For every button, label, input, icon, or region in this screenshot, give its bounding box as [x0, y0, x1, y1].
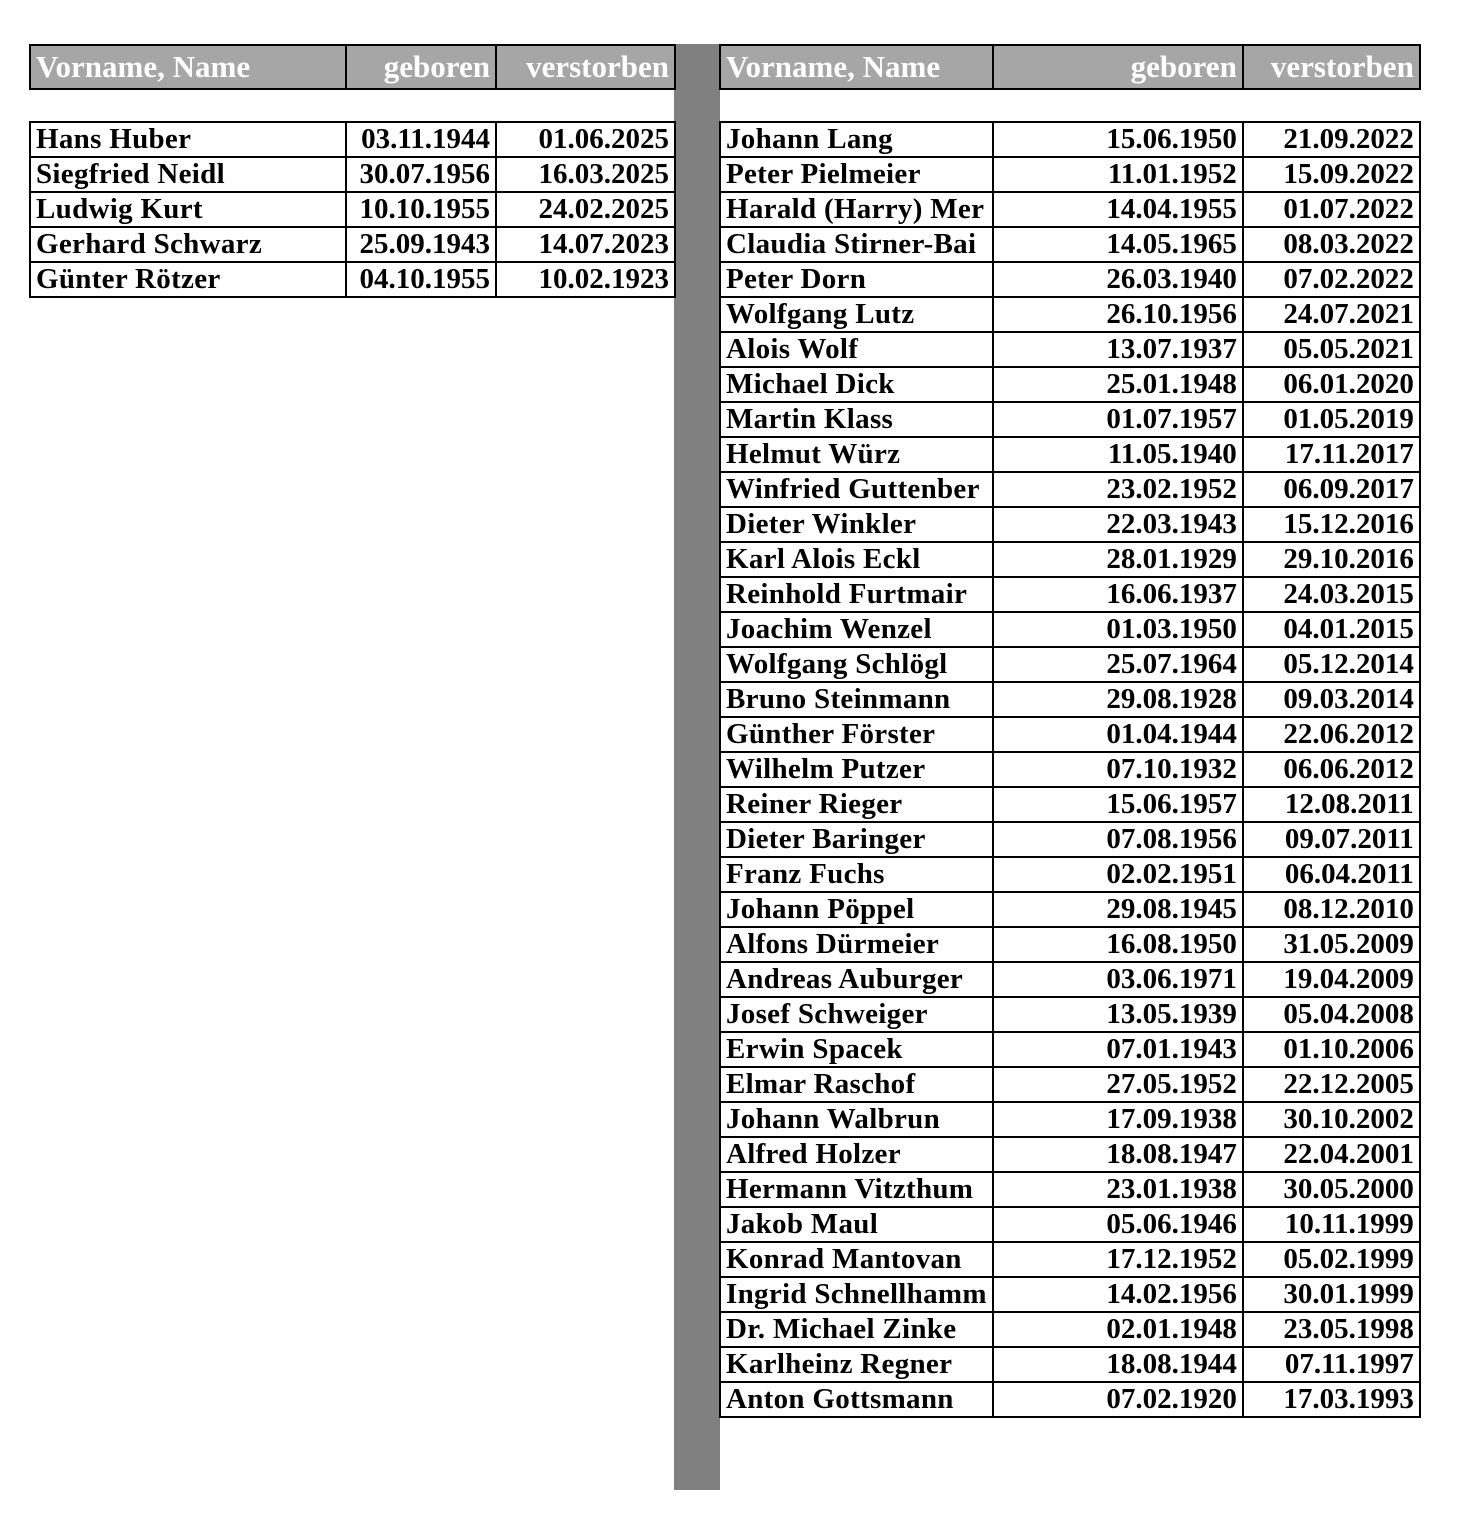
person-name: Alfred Holzer: [720, 1137, 993, 1172]
person-name: Reinhold Furtmair: [720, 577, 993, 612]
person-name: Günther Förster: [720, 717, 993, 752]
person-name: Winfried Guttenber: [720, 472, 993, 507]
table-row: [720, 892, 1420, 927]
death-date: 15.09.2022: [1243, 157, 1420, 192]
table-row: [720, 962, 1420, 997]
header-born: geboren: [346, 45, 496, 89]
birth-date: 17.09.1938: [993, 1102, 1243, 1137]
person-name: Johann Lang: [720, 122, 993, 157]
death-date: 05.02.1999: [1243, 1242, 1420, 1277]
birth-date: 23.01.1938: [993, 1172, 1243, 1207]
birth-date: 07.02.1920: [993, 1382, 1243, 1417]
person-name: Karlheinz Regner: [720, 1347, 993, 1382]
birth-date: 28.01.1929: [993, 542, 1243, 577]
person-name: Anton Gottsmann: [720, 1382, 993, 1417]
birth-date: 14.05.1965: [993, 227, 1243, 262]
table-row: [720, 472, 1420, 507]
table-row: [720, 682, 1420, 717]
person-name: Alois Wolf: [720, 332, 993, 367]
person-name: Ingrid Schnellhamm: [720, 1277, 993, 1312]
person-name: Hermann Vitzthum: [720, 1172, 993, 1207]
person-name: Elmar Raschof: [720, 1067, 993, 1102]
table-row: [720, 437, 1420, 472]
table-row: [720, 647, 1420, 682]
table-row: [720, 192, 1420, 227]
death-date: 19.04.2009: [1243, 962, 1420, 997]
table-row: [720, 297, 1420, 332]
death-date: 06.01.2020: [1243, 367, 1420, 402]
person-name: Michael Dick: [720, 367, 993, 402]
table-row: [720, 612, 1420, 647]
birth-date: 07.08.1956: [993, 822, 1243, 857]
table-row: [720, 1172, 1420, 1207]
person-name: Franz Fuchs: [720, 857, 993, 892]
death-date: 06.04.2011: [1243, 857, 1420, 892]
person-name: Johann Walbrun: [720, 1102, 993, 1137]
person-name: Peter Pielmeier: [720, 157, 993, 192]
birth-date: 17.12.1952: [993, 1242, 1243, 1277]
spacer-row: [720, 89, 1420, 122]
birth-date: 15.06.1950: [993, 122, 1243, 157]
header-died: verstorben: [496, 45, 675, 89]
birth-date: 03.06.1971: [993, 962, 1243, 997]
person-name: Harald (Harry) Mer: [720, 192, 993, 227]
table-row: [720, 1312, 1420, 1347]
death-date: 01.07.2022: [1243, 192, 1420, 227]
person-name: Hans Huber: [30, 122, 346, 157]
birth-date: 18.08.1947: [993, 1137, 1243, 1172]
person-name: Martin Klass: [720, 402, 993, 437]
death-date: 08.12.2010: [1243, 892, 1420, 927]
table-row: [30, 192, 675, 227]
death-date: 06.09.2017: [1243, 472, 1420, 507]
table-row: [720, 262, 1420, 297]
birth-date: 07.01.1943: [993, 1032, 1243, 1067]
person-name: Dieter Winkler: [720, 507, 993, 542]
table-row: [720, 227, 1420, 262]
death-date: 06.06.2012: [1243, 752, 1420, 787]
birth-date: 26.03.1940: [993, 262, 1243, 297]
header-died: verstorben: [1243, 45, 1420, 89]
birth-date: 10.10.1955: [346, 192, 496, 227]
header-name: Vorname, Name: [30, 45, 346, 89]
person-name: Joachim Wenzel: [720, 612, 993, 647]
table-row: [720, 157, 1420, 192]
right-table-body: [720, 89, 1420, 1417]
left-table-body: [30, 89, 675, 297]
death-date: 22.04.2001: [1243, 1137, 1420, 1172]
left-header-row: [30, 45, 675, 89]
table-row: [720, 787, 1420, 822]
death-date: 24.03.2015: [1243, 577, 1420, 612]
person-name: Wolfgang Lutz: [720, 297, 993, 332]
table-row: [720, 752, 1420, 787]
birth-date: 29.08.1928: [993, 682, 1243, 717]
death-date: 08.03.2022: [1243, 227, 1420, 262]
death-date: 17.11.2017: [1243, 437, 1420, 472]
death-date: 09.03.2014: [1243, 682, 1420, 717]
death-date: 23.05.1998: [1243, 1312, 1420, 1347]
death-date: 07.02.2022: [1243, 262, 1420, 297]
birth-date: 13.07.1937: [993, 332, 1243, 367]
birth-date: 01.07.1957: [993, 402, 1243, 437]
person-name: Wolfgang Schlögl: [720, 647, 993, 682]
birth-date: 25.01.1948: [993, 367, 1243, 402]
birth-date: 14.02.1956: [993, 1277, 1243, 1312]
spacer-row: [30, 89, 675, 122]
birth-date: 22.03.1943: [993, 507, 1243, 542]
person-name: Andreas Auburger: [720, 962, 993, 997]
birth-date: 11.05.1940: [993, 437, 1243, 472]
person-name: Günter Rötzer: [30, 262, 346, 297]
table-row: [720, 857, 1420, 892]
death-date: 15.12.2016: [1243, 507, 1420, 542]
table-row: [720, 1032, 1420, 1067]
birth-date: 11.01.1952: [993, 157, 1243, 192]
death-date: 01.05.2019: [1243, 402, 1420, 437]
death-date: 22.12.2005: [1243, 1067, 1420, 1102]
table-row: [720, 1137, 1420, 1172]
person-name: Reiner Rieger: [720, 787, 993, 822]
person-name: Konrad Mantovan: [720, 1242, 993, 1277]
table-row: [720, 822, 1420, 857]
death-date: 24.02.2025: [496, 192, 675, 227]
table-row: [720, 1067, 1420, 1102]
person-name: Ludwig Kurt: [30, 192, 346, 227]
birth-date: 18.08.1944: [993, 1347, 1243, 1382]
person-name: Josef Schweiger: [720, 997, 993, 1032]
death-date: 09.07.2011: [1243, 822, 1420, 857]
person-name: Jakob Maul: [720, 1207, 993, 1242]
header-name: Vorname, Name: [720, 45, 993, 89]
person-name: Bruno Steinmann: [720, 682, 993, 717]
birth-date: 23.02.1952: [993, 472, 1243, 507]
table-row: [30, 157, 675, 192]
table-row: [720, 122, 1420, 157]
table-row: [720, 332, 1420, 367]
table-row: [720, 1382, 1420, 1417]
table-row: [30, 122, 675, 157]
person-name: Claudia Stirner-Bai: [720, 227, 993, 262]
death-date: 05.04.2008: [1243, 997, 1420, 1032]
death-date: 01.06.2025: [496, 122, 675, 157]
death-date: 30.01.1999: [1243, 1277, 1420, 1312]
birth-date: 16.08.1950: [993, 927, 1243, 962]
death-date: 30.10.2002: [1243, 1102, 1420, 1137]
death-date: 12.08.2011: [1243, 787, 1420, 822]
death-date: 10.02.1923: [496, 262, 675, 297]
birth-date: 14.04.1955: [993, 192, 1243, 227]
birth-date: 29.08.1945: [993, 892, 1243, 927]
table-row: [720, 402, 1420, 437]
person-name: Johann Pöppel: [720, 892, 993, 927]
person-name: Helmut Würz: [720, 437, 993, 472]
table-row: [720, 507, 1420, 542]
right-memorial-table: [719, 44, 1421, 1418]
birth-date: 30.07.1956: [346, 157, 496, 192]
death-date: 21.09.2022: [1243, 122, 1420, 157]
death-date: 05.12.2014: [1243, 647, 1420, 682]
death-date: 10.11.1999: [1243, 1207, 1420, 1242]
right-header-row: [720, 45, 1420, 89]
death-date: 17.03.1993: [1243, 1382, 1420, 1417]
table-row: [720, 717, 1420, 752]
person-name: Peter Dorn: [720, 262, 993, 297]
table-row: [720, 1242, 1420, 1277]
person-name: Dr. Michael Zinke: [720, 1312, 993, 1347]
table-row: [720, 997, 1420, 1032]
table-row: [720, 1102, 1420, 1137]
person-name: Siegfried Neidl: [30, 157, 346, 192]
header-born: geboren: [993, 45, 1243, 89]
birth-date: 01.03.1950: [993, 612, 1243, 647]
birth-date: 02.01.1948: [993, 1312, 1243, 1347]
death-date: 22.06.2012: [1243, 717, 1420, 752]
birth-date: 25.07.1964: [993, 647, 1243, 682]
death-date: 24.07.2021: [1243, 297, 1420, 332]
table-row: [720, 1347, 1420, 1382]
table-row: [30, 262, 675, 297]
person-name: Wilhelm Putzer: [720, 752, 993, 787]
death-date: 29.10.2016: [1243, 542, 1420, 577]
table-row: [30, 227, 675, 262]
column-divider-bar: [674, 44, 720, 1490]
birth-date: 04.10.1955: [346, 262, 496, 297]
death-date: 05.05.2021: [1243, 332, 1420, 367]
table-row: [720, 542, 1420, 577]
death-date: 16.03.2025: [496, 157, 675, 192]
birth-date: 05.06.1946: [993, 1207, 1243, 1242]
birth-date: 27.05.1952: [993, 1067, 1243, 1102]
person-name: Karl Alois Eckl: [720, 542, 993, 577]
birth-date: 13.05.1939: [993, 997, 1243, 1032]
death-date: 01.10.2006: [1243, 1032, 1420, 1067]
table-row: [720, 577, 1420, 612]
birth-date: 07.10.1932: [993, 752, 1243, 787]
death-date: 31.05.2009: [1243, 927, 1420, 962]
birth-date: 25.09.1943: [346, 227, 496, 262]
death-date: 07.11.1997: [1243, 1347, 1420, 1382]
birth-date: 26.10.1956: [993, 297, 1243, 332]
death-date: 14.07.2023: [496, 227, 675, 262]
left-memorial-table: [29, 44, 676, 298]
table-row: [720, 1277, 1420, 1312]
person-name: Gerhard Schwarz: [30, 227, 346, 262]
birth-date: 03.11.1944: [346, 122, 496, 157]
death-date: 30.05.2000: [1243, 1172, 1420, 1207]
table-row: [720, 1207, 1420, 1242]
table-row: [720, 927, 1420, 962]
person-name: Dieter Baringer: [720, 822, 993, 857]
death-date: 04.01.2015: [1243, 612, 1420, 647]
birth-date: 16.06.1937: [993, 577, 1243, 612]
birth-date: 02.02.1951: [993, 857, 1243, 892]
birth-date: 15.06.1957: [993, 787, 1243, 822]
table-row: [720, 367, 1420, 402]
birth-date: 01.04.1944: [993, 717, 1243, 752]
person-name: Erwin Spacek: [720, 1032, 993, 1067]
person-name: Alfons Dürmeier: [720, 927, 993, 962]
